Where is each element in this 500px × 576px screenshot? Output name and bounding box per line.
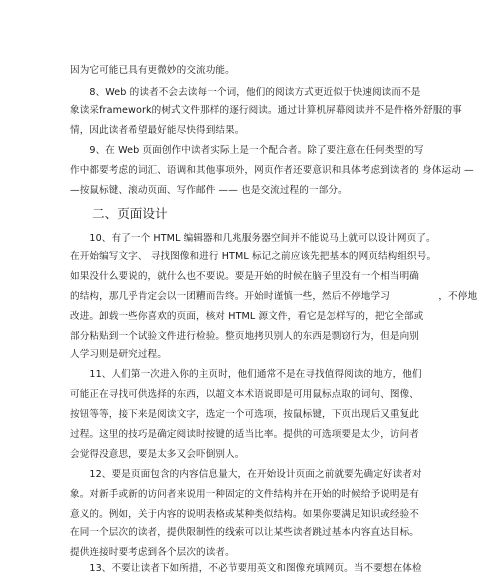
- paragraph-line: 如果没什么要说的，就什么也不要说。要是开始的时候在脑子里没有一个相当明确: [70, 271, 419, 282]
- paragraph-line: 在开始编写文字、 寻找图像和进行 HTML 标记之前应该先把基本的网页结构组织号。: [70, 251, 437, 262]
- paragraph-line: 人学习则是研究过程。: [70, 349, 167, 360]
- paragraph-line: 可能正在寻找可供选择的东西，以超文本术语说即是可用鼠标点取的词句、图像、: [70, 389, 419, 400]
- paragraph-line: 13、不要让读者下如所措，不必节要用英文和图像充填网页。当不要想在体检: [70, 563, 422, 574]
- paragraph-line: 12、要是页面包含的内容信息量大，在开始设计页面之前就要先确定好读者对: [70, 469, 422, 480]
- paragraph-line: 11、人们第一次进入你的主页时，他们通常不是在寻找值得阅读的地方，他们: [70, 369, 422, 380]
- section-heading: 二、页面设计: [92, 206, 168, 221]
- paragraph-line: 10、有了一个 HTML 编辑器和几兆服务器空间并不能说马上就可以设计网页了。: [70, 233, 436, 244]
- paragraph-line: 情，因此读者希望最好能尽快得到结果。: [70, 125, 245, 136]
- paragraph-line: 意义的。例如，关于内容的说明表格或某种类似结构。如果你要满足知识或经验不: [70, 509, 419, 520]
- paragraph-line: 按钮等等，接下来是阅读文字，选定一个可选项，按鼠标键，下页出现后又重复此: [70, 409, 419, 420]
- paragraph-line: 作中都要考虑的词汇、语调和其他事项外，网页作者还要意识和具体考虑到读者的 身体运动 —: [70, 165, 474, 176]
- paragraph-line: 过程。这里的技巧是确定阅读时按键的适当比率。提供的可选项要是太少，访问者: [70, 429, 419, 440]
- paragraph-line: 象读采framework的树式文件那样的逐行阅读。通过计算机屏幕阅读并不是件格外舒服的事: [70, 105, 462, 116]
- paragraph-line: 9、在 Web 页面创作中读者实际上是一个配合者。除了要注意在任何类型的写: [70, 145, 424, 156]
- paragraph-line: 部分粘贴到一个试验文件进行检验。整页地拷贝别人的东西是剽窃行为，但是向别: [70, 331, 419, 342]
- paragraph-line: 8、Web 的读者不会去读每一个词，他们的阅读方式更近似于快速阅读而不是: [70, 87, 421, 98]
- paragraph-line: —按鼠标键、滚动页面、写作邮件 —— 也是交流过程的一部分。: [70, 185, 348, 196]
- paragraph-line: 改进。卸载一些你喜欢的页面，核对 HTML 源文件，看它是怎样写的，把它全部或: [70, 311, 424, 322]
- paragraph-line: 的结构，那几乎肯定会以一团糟而告终。开始时谨慎一些，然后不停地学习 ，不停地: [70, 291, 478, 302]
- paragraph-line: 象。对新手或新的访问者来说用一种固定的文件结构并在开始的时候给予说明是有: [70, 489, 419, 500]
- paragraph-line: 提供连接时要考虑到各个层次的读者。: [70, 547, 235, 558]
- paragraph-line: 在同一个层次的读者，提供限制性的线索可以让某些读者跳过基本内容直达目标。: [70, 527, 419, 538]
- paragraph-line: 因为它可能已具有更微妙的交流功能。: [70, 65, 235, 76]
- paragraph-line: 会觉得没意思，要是太多又会吓倒别人。: [70, 449, 245, 460]
